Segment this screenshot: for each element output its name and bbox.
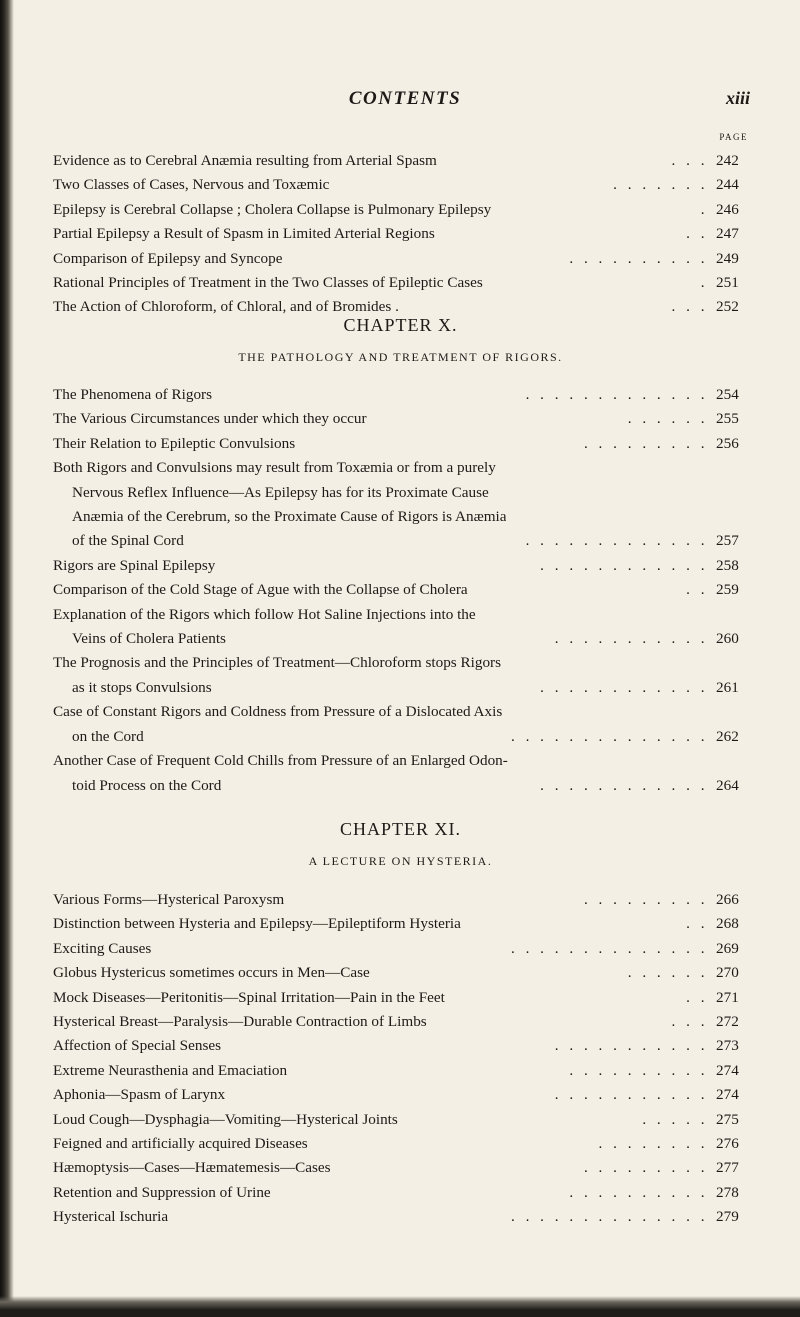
toc-page-number: 276	[716, 1135, 739, 1153]
toc-entry-line	[53, 988, 748, 1012]
toc-entry	[53, 914, 748, 938]
toc-entry-text: The Phenomena of Rigors	[53, 386, 213, 403]
toc-leader-dots: . .	[686, 581, 708, 599]
toc-entry-line	[53, 890, 748, 914]
toc-entry-text: Veins of Cholera Patients	[72, 630, 226, 648]
toc-entry-line	[53, 556, 748, 580]
toc-entry	[53, 409, 748, 433]
toc-entry-text: Rational Principles of Treatment in the Two Classes of Epileptic Cases	[53, 274, 483, 292]
toc-entry-text: Evidence as to Cerebral Anæmia resulting from Arterial Spasm	[53, 152, 437, 169]
toc-leader-dots: . . . . . . . . . . .	[554, 1086, 708, 1104]
toc-page-number: 277	[716, 1159, 739, 1177]
toc-leader-dots: . . . . . . . . .	[583, 1159, 708, 1177]
toc-leader-dots: .	[700, 274, 708, 292]
toc-entry-continuation	[53, 678, 748, 702]
chapter-11-heading: CHAPTER XI.	[339, 819, 461, 839]
toc-entry-line	[53, 1061, 748, 1085]
toc-entry	[53, 1207, 748, 1231]
toc-page-number: 257	[716, 532, 739, 550]
toc-entry-text: Loud Cough—Dysphagia—Vomiting—Hysterical Joints	[53, 1110, 398, 1128]
toc-entry	[53, 224, 748, 248]
toc-entry-text: of the Spinal Cord	[72, 532, 184, 550]
toc-entry-text: Anæmia of the Cerebrum, so the Proximate Cause of Rigors is Anæmia	[72, 508, 507, 526]
toc-entry-line	[53, 605, 748, 629]
toc-entry-text: Comparison of the Cold Stage of Ague with the Collapse of Cholera	[53, 581, 468, 599]
toc-entry-text: Exciting Causes	[53, 939, 152, 957]
toc-entry-line	[53, 458, 748, 482]
toc-entry-line	[53, 385, 748, 409]
toc-entry-line	[53, 963, 748, 987]
toc-leader-dots: . . . . . . . . . . . .	[540, 556, 708, 574]
toc-page-number: 244	[716, 176, 739, 194]
toc-page-number: 246	[716, 200, 739, 218]
toc-page-number: 272	[716, 1013, 739, 1031]
toc-page-number: 268	[716, 915, 739, 933]
toc-leader-dots: . . . . . . . . . . . . .	[525, 532, 708, 550]
toc-page-number: 275	[716, 1110, 739, 1128]
toc-leader-dots: . . . . . . . . . . . .	[540, 678, 708, 696]
toc-leader-dots: . . . . . . . . . . . . . .	[510, 939, 708, 957]
toc-leader-dots: . .	[686, 915, 708, 933]
toc-entry-line	[53, 151, 748, 175]
toc-leader-dots: .	[700, 200, 708, 218]
toc-leader-dots: . . . . . . . .	[598, 1135, 708, 1153]
toc-entry-text: The Prognosis and the Principles of Treatment—Chloroform stops Rigors	[53, 654, 502, 672]
toc-page-number: 260	[716, 630, 739, 648]
toc-entry-text: The Action of Chloroform, of Chloral, and of Bromides .	[53, 298, 399, 316]
toc-entry-line	[53, 751, 748, 775]
toc-entry	[53, 175, 748, 199]
toc-entry-text: Another Case of Frequent Cold Chills from Pressure of an Enlarged Odon-	[53, 752, 508, 770]
toc-leader-dots: . . . . . . . . . .	[569, 1061, 708, 1079]
toc-page-number: 271	[716, 988, 739, 1006]
toc-page-number: 242	[716, 152, 739, 169]
toc-entry-line	[53, 1134, 748, 1158]
toc-page-number: 254	[716, 386, 739, 403]
toc-block-chapter-11	[53, 890, 748, 1232]
toc-leader-dots: . . . . . . . . . .	[569, 1183, 708, 1201]
toc-entry-text: toid Process on the Cord	[72, 776, 222, 794]
toc-page-number: 274	[716, 1061, 739, 1079]
toc-leader-dots: . . . . . . . . . . . . . .	[510, 727, 708, 745]
toc-entry-line	[53, 409, 748, 433]
toc-entry	[53, 458, 748, 556]
toc-entry	[53, 273, 748, 297]
scan-bottom-edge	[0, 1296, 800, 1317]
toc-entry-text: Their Relation to Epileptic Convulsions	[53, 434, 296, 452]
toc-entry	[53, 200, 748, 224]
toc-entry-line	[53, 1207, 748, 1231]
toc-entry-line	[53, 914, 748, 938]
toc-entry-continuation	[53, 776, 748, 800]
toc-entry-text: Retention and Suppression of Urine	[53, 1183, 271, 1201]
toc-entry	[53, 1012, 748, 1036]
toc-entry-continuation	[53, 507, 748, 531]
toc-leader-dots: . . . . . . . . . .	[569, 249, 708, 267]
toc-entry	[53, 939, 748, 963]
toc-entry-text: Feigned and artificially acquired Diseases	[53, 1135, 308, 1153]
toc-entry-text: Globus Hystericus sometimes occurs in Men—Case	[53, 964, 370, 982]
toc-entry-text: Case of Constant Rigors and Coldness from Pressure of a Dislocated Axis	[53, 703, 503, 721]
toc-entry-text: Comparison of Epilepsy and Syncope	[53, 249, 283, 267]
toc-entry	[53, 385, 748, 409]
toc-entry	[53, 653, 748, 702]
toc-entry-line	[53, 1012, 748, 1036]
toc-entry-line	[53, 200, 748, 224]
toc-entry-text: Mock Diseases—Peritonitis—Spinal Irritation—Pain in the Feet	[53, 988, 445, 1006]
toc-entry-continuation	[53, 629, 748, 653]
toc-entry-line	[53, 1158, 748, 1182]
toc-entry-text: as it stops Convulsions	[72, 678, 212, 696]
toc-page-number: 274	[716, 1086, 739, 1104]
toc-entry-text: Affection of Special Senses	[53, 1037, 222, 1055]
toc-entry-text: on the Cord	[72, 727, 144, 745]
toc-entry-text: Aphonia—Spasm of Larynx	[53, 1086, 226, 1104]
toc-entry	[53, 580, 748, 604]
toc-entry-text: Hæmoptysis—Cases—Hæmatemesis—Cases	[53, 1159, 331, 1177]
toc-entry-continuation	[53, 483, 748, 507]
toc-leader-dots: . . . . . . . . . . . . . .	[510, 1208, 708, 1226]
toc-leader-dots: . . .	[671, 152, 708, 169]
folio-number: xiii	[725, 88, 750, 108]
toc-entry	[53, 605, 748, 654]
toc-page-number: 256	[716, 434, 739, 452]
toc-page-number: 262	[716, 727, 739, 745]
toc-entry-line	[53, 1036, 748, 1060]
toc-leader-dots: . . . . . . . . .	[583, 434, 708, 452]
toc-entry-text: Epilepsy is Cerebral Collapse ; Cholera Collapse is Pulmonary Epilepsy	[53, 200, 492, 218]
toc-leader-dots: . . . . . . . . . . .	[554, 1037, 708, 1055]
toc-leader-dots: . . . . . . .	[613, 176, 708, 194]
toc-block-chapter-10	[53, 385, 748, 800]
toc-entry	[53, 556, 748, 580]
toc-entry-continuation	[53, 727, 748, 751]
toc-page-number: 252	[716, 298, 739, 316]
toc-page-number: 255	[716, 410, 739, 428]
toc-entry	[53, 1110, 748, 1134]
toc-leader-dots: . . . . . . . . . . . . .	[525, 386, 708, 403]
toc-entry	[53, 1158, 748, 1182]
toc-entry-continuation	[53, 531, 748, 555]
toc-entry-line	[53, 175, 748, 199]
chapter-11-subheading: A LECTURE ON HYSTERIA.	[308, 854, 493, 868]
toc-entry-text: Distinction between Hysteria and Epilepsy—Epileptiform Hysteria	[53, 915, 461, 933]
toc-entry-line	[53, 653, 748, 677]
toc-page-number: 249	[716, 249, 739, 267]
toc-page-number: 266	[716, 891, 739, 908]
toc-page-number: 278	[716, 1183, 739, 1201]
toc-entry-line	[53, 273, 748, 297]
toc-entry-line	[53, 939, 748, 963]
toc-entry	[53, 988, 748, 1012]
toc-page-number: 264	[716, 776, 739, 794]
toc-leader-dots: . . . . . . . . . . . .	[540, 776, 708, 794]
toc-entry-line	[53, 580, 748, 604]
toc-entry	[53, 751, 748, 800]
toc-entry-text: Hysterical Breast—Paralysis—Durable Contraction of Limbs	[53, 1013, 427, 1031]
toc-entry-text: Extreme Neurasthenia and Emaciation	[53, 1061, 288, 1079]
toc-entry-text: The Various Circumstances under which they occur	[53, 410, 367, 428]
toc-entry-line	[53, 434, 748, 458]
toc-page-number: 261	[716, 678, 739, 696]
toc-entry-text: Explanation of the Rigors which follow Hot Saline Injections into the	[53, 605, 476, 623]
toc-entry-line	[53, 702, 748, 726]
toc-entry	[53, 1085, 748, 1109]
toc-entry-line	[53, 224, 748, 248]
toc-entry	[53, 890, 748, 914]
toc-entry	[53, 249, 748, 273]
toc-page-number: 259	[716, 581, 739, 599]
toc-entry-text: Hysterical Ischuria	[53, 1208, 169, 1226]
toc-page-number: 279	[716, 1208, 739, 1226]
toc-entry-text: Rigors are Spinal Epilepsy	[53, 556, 216, 574]
toc-entry-text: Both Rigors and Convulsions may result from Toxæmia or from a purely	[53, 459, 496, 477]
chapter-10-subheading: THE PATHOLOGY AND TREATMENT OF RIGORS.	[238, 350, 563, 364]
toc-leader-dots: . . . . . .	[627, 410, 708, 428]
toc-entry-line	[53, 1085, 748, 1109]
toc-leader-dots: . . . . . . . . .	[583, 891, 708, 908]
running-title: CONTENTS	[348, 88, 462, 109]
toc-entry-line	[53, 1183, 748, 1207]
toc-entry	[53, 1036, 748, 1060]
toc-entry-text: Nervous Reflex Influence—As Epilepsy has for its Proximate Cause	[72, 483, 489, 501]
toc-page-number: 269	[716, 939, 739, 957]
toc-page-number: 258	[716, 556, 739, 574]
toc-entry	[53, 1061, 748, 1085]
running-head	[60, 88, 750, 118]
toc-entry	[53, 1134, 748, 1158]
toc-entry	[53, 702, 748, 751]
toc-leader-dots: . .	[686, 225, 708, 243]
toc-entry	[53, 434, 748, 458]
chapter-10-heading: CHAPTER X.	[343, 315, 458, 335]
toc-entry-text: Two Classes of Cases, Nervous and Toxæmic	[53, 176, 330, 194]
toc-entry-line	[53, 1110, 748, 1134]
toc-entry	[53, 1183, 748, 1207]
toc-page-number: 270	[716, 964, 739, 982]
toc-leader-dots: . .	[686, 988, 708, 1006]
toc-entry-text: Partial Epilepsy a Result of Spasm in Limited Arterial Regions	[53, 225, 435, 243]
toc-block-chapter-9	[53, 151, 748, 322]
toc-entry-text: Various Forms—Hysterical Paroxysm	[53, 891, 285, 908]
toc-entry	[53, 963, 748, 987]
toc-leader-dots: . . .	[671, 298, 708, 316]
toc-entry	[53, 151, 748, 175]
toc-page-number: 247	[716, 225, 739, 243]
page-column-label: PAGE	[719, 132, 748, 142]
toc-leader-dots: . . .	[671, 1013, 708, 1031]
toc-page-number: 251	[716, 274, 739, 292]
toc-leader-dots: . . . . . . . . . . .	[554, 630, 708, 648]
binding-shadow	[0, 0, 14, 1317]
toc-leader-dots: . . . . . .	[627, 964, 708, 982]
toc-entry-line	[53, 249, 748, 273]
toc-page-number: 273	[716, 1037, 739, 1055]
toc-leader-dots: . . . . .	[642, 1110, 708, 1128]
